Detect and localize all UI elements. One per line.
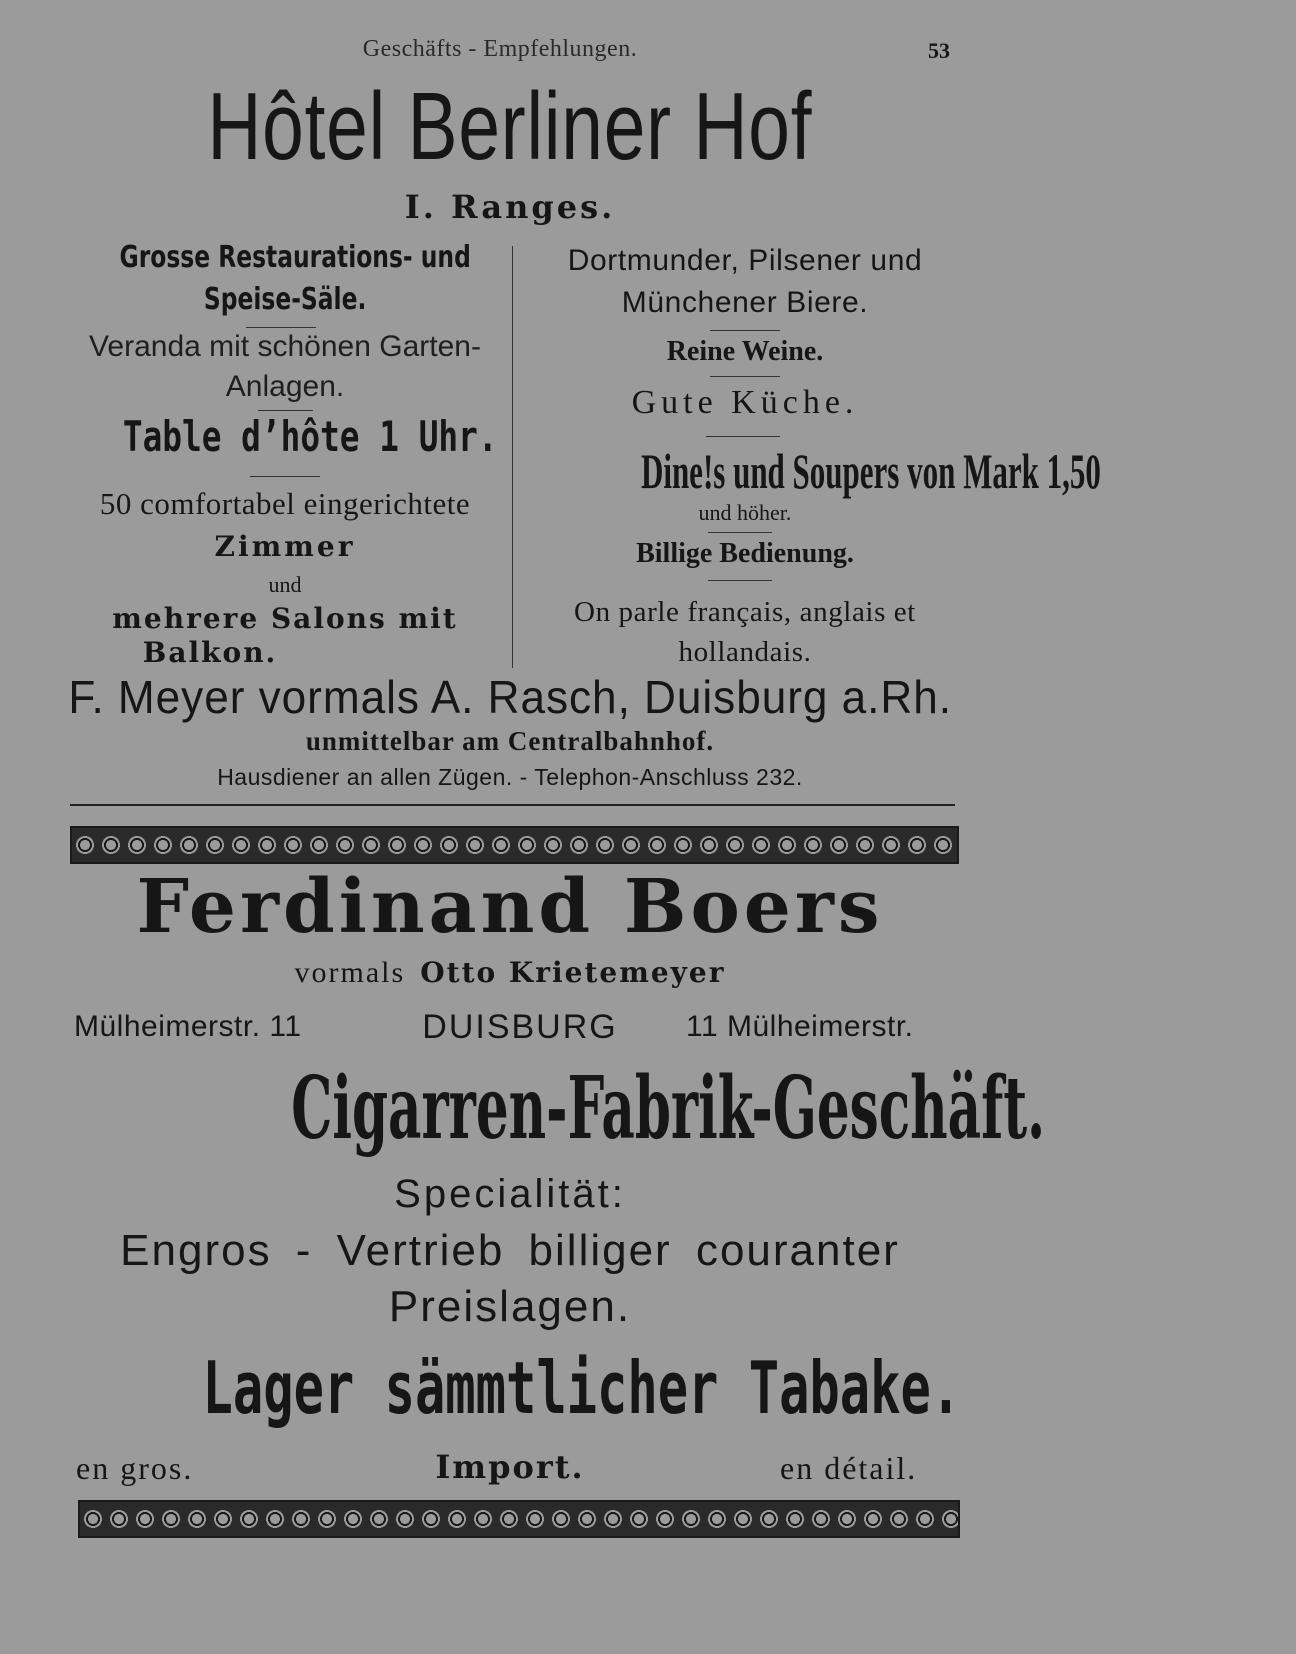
former-prefix: vormals — [294, 956, 406, 989]
cigar-owner-name: Ferdinand Boers — [136, 864, 884, 950]
owner-text: F. Meyer vormals A. Rasch, Duisburg a.Rh. — [68, 671, 952, 723]
address-left: Mülheimerstr. 11 — [74, 1010, 302, 1043]
location: unmittelbar am Centralbahnhof. — [305, 726, 715, 756]
table-dhote — [70, 412, 500, 461]
divider — [258, 410, 313, 411]
business-type — [40, 1054, 1046, 1164]
wine: Reine Weine. — [666, 336, 824, 367]
hotel-name-text: Hôtel Berliner Hof — [207, 73, 813, 180]
retail: en détail. — [780, 1450, 918, 1486]
rooms-line-2: Zimmer — [214, 530, 356, 563]
divider — [250, 476, 320, 477]
veranda-line-1: Veranda mit schönen Garten- — [89, 330, 481, 363]
page-number: 53 — [928, 38, 950, 63]
veranda-line-2: Anlagen. — [225, 370, 345, 403]
dinners-text: Dine!s und Soupers von Mark 1,50 — [640, 443, 1101, 499]
divider — [708, 532, 772, 533]
address-right: 11 Mülheimerstr. — [686, 1010, 914, 1043]
ornamental-border-top — [70, 826, 959, 864]
service: Billige Bedienung. — [636, 538, 854, 569]
specialty-line-2: Preislagen. — [388, 1282, 632, 1331]
divider — [710, 330, 780, 331]
beer-line-1: Dortmunder, Pilsener und — [567, 244, 923, 277]
restaurants-text-2: Speise-Säle. — [203, 282, 367, 317]
former-owner — [160, 956, 860, 990]
city: DUISBURG — [422, 1008, 618, 1046]
former-name: Otto Krietemeyer — [420, 956, 726, 989]
hotel-rank: I. Ranges. — [404, 188, 616, 226]
dinners — [500, 442, 1101, 500]
restaurants-line-2 — [70, 282, 500, 317]
dinners-sub: und höher. — [698, 500, 792, 525]
rooms-line-5: Balkon. — [142, 636, 278, 669]
rooms-line-3: und — [268, 572, 302, 597]
specialty-line-1: Engros - Vertrieb billiger couranter — [120, 1226, 900, 1275]
languages-line-1: On parle français, anglais et — [574, 596, 916, 628]
business-type-text: Cigarren-Fabrik-Geschäft. — [291, 1058, 1046, 1159]
running-title: Geschäfts - Empfehlungen. — [362, 36, 638, 62]
languages-line-2: hollandais. — [678, 636, 812, 668]
specialty-label: Specialität: — [394, 1172, 626, 1216]
contact: Hausdiener an allen Zügen. - Telephon-Anschluss 232. — [217, 764, 803, 790]
rooms-line-1: 50 comfortabel eingerichtete — [99, 486, 471, 521]
beer-line-2: Münchener Biere. — [621, 286, 869, 319]
restaurants-text-1: Grosse Restaurations- und — [119, 240, 471, 275]
hotel-name — [80, 72, 940, 182]
table-dhote-text: Table d’hôte 1 Uhr. — [122, 412, 498, 461]
stock-text: Lager sämmtlicher Tabake. — [202, 1346, 962, 1430]
divider — [246, 327, 316, 328]
divider — [710, 376, 780, 377]
import: Import. — [435, 1448, 585, 1486]
stock — [40, 1340, 980, 1436]
ornamental-border-bottom — [78, 1500, 960, 1538]
wholesale: en gros. — [76, 1450, 194, 1486]
kitchen: Gute Küche. — [631, 384, 859, 421]
restaurants-line-1 — [70, 240, 500, 275]
divider — [708, 580, 772, 581]
divider — [706, 436, 780, 437]
owner — [40, 670, 980, 724]
rooms-line-4: mehrere Salons mit — [112, 602, 458, 635]
section-rule — [70, 804, 955, 806]
